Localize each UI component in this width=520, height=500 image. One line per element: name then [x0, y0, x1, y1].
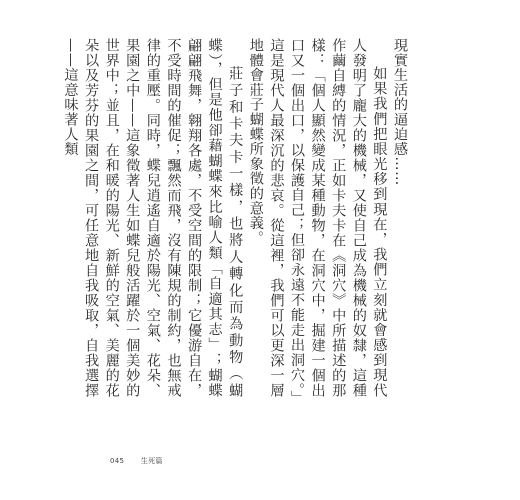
- paragraph-kafka-cave: 如果我們把眼光移到現在，我們立刻就會感到現代人發明了龐大的機械，又使自己成為機械的奴隸，這種作繭自縛的情況，正如卡夫卡在《洞穴》中所描述的那樣：「個人顯然變成某種動物，在洞穴中，掘建一個出口又一個出口，以保護自己；但卻永遠不能走出洞穴。」這是現代人最深沉的悲哀。從這裡，我們可以更深一層地體會莊子蝴蝶所象徵的意義。: [247, 38, 388, 398]
- page-footer: [110, 456, 163, 466]
- paragraph-zhuangzi-butterfly: 莊子和卡夫卡一樣，也將人轉化而為動物（蝴蝶），但是他卻藉蝴蝶來比喻人類「自適其志」；蝴蝶翩翩飛舞，翱翔各處，不受空間的限制；它優游自在，不受時間的催促；飄然而飛，沒有陳規的制約，也無戒律的重壓。同時，蝶兒逍遙自適於陽光、空氣、花朵、果園之中——這象徵著人生如蝶兒般活躍於一個美妙的世界中；並且，在和暖的陽光、新鮮的空氣、美麗的花朵以及芳芬的果園之間，可任意地自我吸取，自我選擇——這意味著人類: [62, 38, 244, 398]
- running-section-title: 生死篇: [140, 457, 163, 465]
- paragraph-heading-line: 現實生活的逼迫感……: [392, 38, 408, 186]
- page-number: 045: [110, 457, 125, 465]
- body-text: [62, 38, 410, 398]
